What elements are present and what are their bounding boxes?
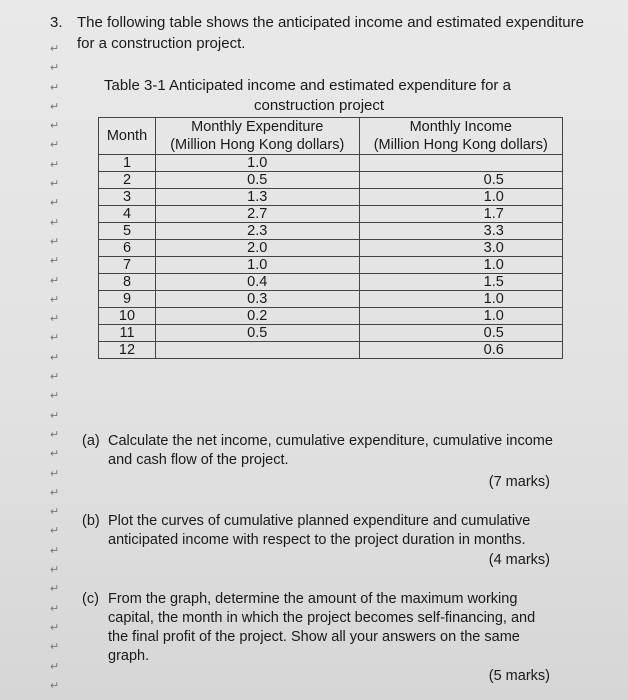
cell-expenditure: 2.0	[156, 240, 360, 257]
table-row	[99, 155, 563, 172]
part-a-label: (a)	[82, 433, 100, 449]
table-row	[99, 240, 563, 257]
question-number: 3.	[50, 14, 63, 31]
cell-income: 0.5	[359, 325, 563, 342]
header-income-line1: Monthly Income	[409, 119, 512, 135]
table-body	[99, 155, 563, 359]
table-row	[99, 325, 563, 342]
cell-month: 5	[99, 223, 156, 240]
cell-expenditure: 1.3	[156, 189, 360, 206]
paragraph-mark-icon: ↵	[50, 62, 60, 75]
paragraph-mark-icon: ↵	[50, 641, 60, 654]
cell-income: 1.0	[359, 189, 563, 206]
paragraph-mark-icon: ↵	[50, 660, 60, 673]
income-expenditure-table	[98, 117, 563, 359]
header-expenditure-line2: (Million Hong Kong dollars)	[170, 137, 345, 153]
table-row	[99, 274, 563, 291]
table-row	[99, 291, 563, 308]
paragraph-mark-icon: ↵	[50, 120, 60, 133]
cell-expenditure: 0.3	[156, 291, 360, 308]
paragraph-marks	[50, 40, 64, 696]
part-a-text: Calculate the net income, cumulative expenditure, cumulative income and cash flow of the project.	[108, 433, 553, 468]
paragraph-mark-icon: ↵	[50, 544, 60, 557]
cell-month: 1	[99, 155, 156, 172]
cell-income	[359, 155, 563, 172]
paragraph-mark-icon: ↵	[50, 197, 60, 210]
paragraph-mark-icon: ↵	[50, 43, 60, 55]
header-income	[359, 118, 563, 155]
paragraph-mark-icon: ↵	[50, 506, 60, 519]
cell-month: 3	[99, 189, 156, 206]
paragraph-mark-icon: ↵	[50, 255, 60, 268]
paragraph-mark-icon: ↵	[50, 448, 60, 461]
caption-line-1: Table 3-1 Anticipated income and estimated expenditure for a	[104, 77, 511, 94]
table-row	[99, 206, 563, 223]
cell-expenditure: 0.4	[156, 274, 360, 291]
header-expenditure	[156, 118, 360, 155]
cell-income: 0.5	[359, 172, 563, 189]
cell-month: 6	[99, 240, 156, 257]
table-caption	[104, 76, 564, 116]
paragraph-mark-icon: ↵	[50, 428, 60, 441]
paragraph-mark-icon: ↵	[50, 100, 60, 113]
paragraph-mark-icon: ↵	[50, 390, 60, 403]
cell-month: 4	[99, 206, 156, 223]
header-income-line2: (Million Hong Kong dollars)	[373, 137, 548, 153]
part-c-text: From the graph, determine the amount of the maximum working capital, the month in which the project becomes self-financing, and the final profit of the project. Show all your answers on the same graph.	[108, 591, 536, 664]
table-header-row	[99, 118, 563, 155]
cell-expenditure	[156, 342, 360, 359]
part-c-marks: (5 marks)	[488, 668, 550, 684]
cell-expenditure: 0.5	[156, 325, 360, 342]
paragraph-mark-icon: ↵	[50, 371, 60, 384]
cell-income: 1.0	[359, 308, 563, 325]
paragraph-mark-icon: ↵	[50, 621, 60, 634]
cell-month: 8	[99, 274, 156, 291]
cell-income: 1.7	[359, 206, 563, 223]
cell-income: 3.3	[359, 223, 563, 240]
paragraph-mark-icon: ↵	[50, 293, 60, 306]
cell-expenditure: 1.0	[156, 257, 360, 274]
table-row	[99, 257, 563, 274]
cell-income: 1.0	[359, 257, 563, 274]
paragraph-mark-icon: ↵	[50, 602, 60, 615]
paragraph-mark-icon: ↵	[50, 409, 60, 422]
table-row	[99, 189, 563, 206]
cell-income: 1.5	[359, 274, 563, 291]
cell-month: 9	[99, 291, 156, 308]
paragraph-mark-icon: ↵	[50, 467, 60, 480]
cell-month: 12	[99, 342, 156, 359]
cell-expenditure: 0.5	[156, 172, 360, 189]
paragraph-mark-icon: ↵	[50, 313, 60, 326]
paragraph-mark-icon: ↵	[50, 486, 60, 499]
cell-expenditure: 2.7	[156, 206, 360, 223]
paragraph-mark-icon: ↵	[50, 178, 60, 191]
paragraph-mark-icon: ↵	[50, 583, 60, 596]
part-b-text: Plot the curves of cumulative planned expenditure and cumulative anticipated income with respect to the project duration in months.	[108, 513, 531, 548]
paragraph-mark-icon: ↵	[50, 81, 60, 94]
cell-month: 11	[99, 325, 156, 342]
paragraph-mark-icon: ↵	[50, 158, 60, 171]
paragraph-mark-icon: ↵	[50, 274, 60, 287]
part-b-label: (b)	[82, 513, 100, 529]
header-expenditure-line1: Monthly Expenditure	[191, 119, 324, 135]
cell-month: 2	[99, 172, 156, 189]
paragraph-mark-icon: ↵	[50, 216, 60, 229]
cell-expenditure: 2.3	[156, 223, 360, 240]
cell-month: 7	[99, 257, 156, 274]
cell-expenditure: 1.0	[156, 155, 360, 172]
cell-income: 0.6	[359, 342, 563, 359]
paragraph-mark-icon: ↵	[50, 351, 60, 364]
paragraph-mark-icon: ↵	[50, 525, 60, 538]
table-row	[99, 172, 563, 189]
question-text: The following table shows the anticipated income and estimated expenditure for a construction project.	[77, 14, 584, 52]
paragraph-mark-icon: ↵	[50, 235, 60, 248]
cell-expenditure: 0.2	[156, 308, 360, 325]
paragraph-mark-icon: ↵	[50, 679, 60, 692]
paragraph-mark-icon: ↵	[50, 332, 60, 345]
part-c-label: (c)	[82, 591, 99, 607]
caption-line-2: construction project	[254, 97, 385, 114]
part-b-marks: (4 marks)	[488, 552, 550, 568]
paragraph-mark-icon: ↵	[50, 139, 60, 152]
cell-income: 1.0	[359, 291, 563, 308]
header-month: Month	[99, 118, 156, 155]
table-row	[99, 342, 563, 359]
part-a-marks: (7 marks)	[488, 474, 550, 490]
paragraph-mark-icon: ↵	[50, 564, 60, 577]
table-row	[99, 308, 563, 325]
cell-month: 10	[99, 308, 156, 325]
table-row	[99, 223, 563, 240]
cell-income: 3.0	[359, 240, 563, 257]
